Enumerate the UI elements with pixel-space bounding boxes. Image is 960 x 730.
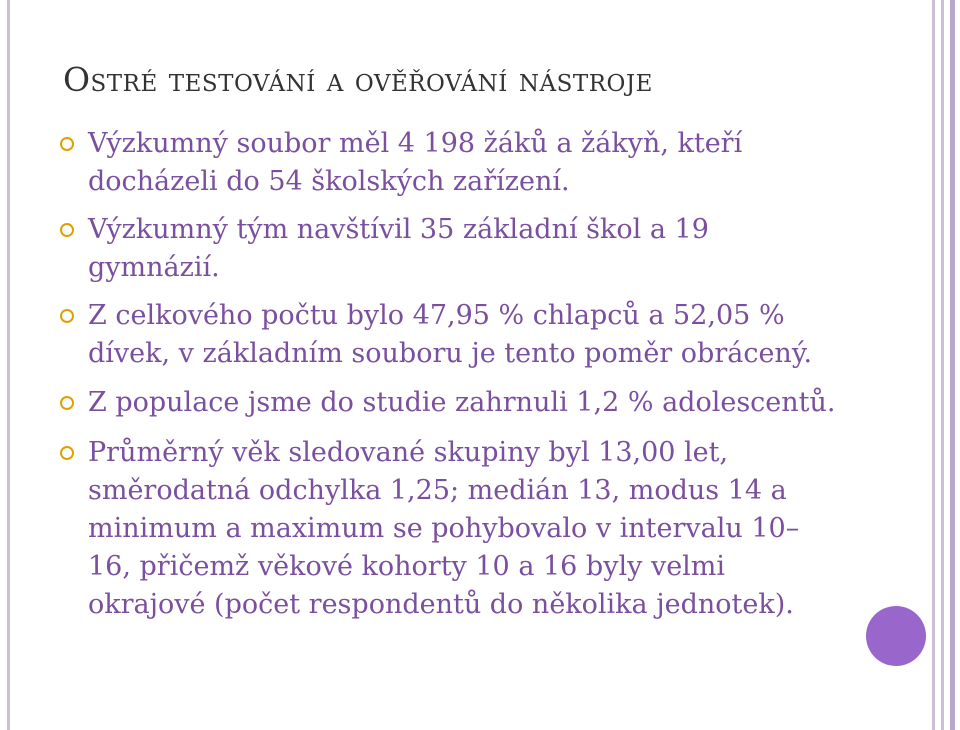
bullet-5-line-1: Průměrný věk sledované skupiny byl 13,00 let, <box>88 437 729 468</box>
bullet-3-line-2: dívek, v základním souboru je tento poměr obrácený. <box>88 338 813 369</box>
bullet-4-line-1: Z populace jsme do studie zahrnuli 1,2 % adolescentů. <box>88 387 836 418</box>
slide-title: Ostré testování a ověřování nástroje <box>63 60 653 99</box>
bullet-1-line-1: Výzkumný soubor měl 4 198 žáků a žákyň, kteří <box>88 128 743 159</box>
bullet-icon <box>60 223 74 237</box>
decorative-circle <box>866 606 926 666</box>
bullet-2-line-2: gymnázií. <box>88 252 220 283</box>
bullet-icon <box>60 396 74 410</box>
bullet-icon <box>60 137 74 151</box>
bullet-5-line-4: 16, přičemž věkové kohorty 10 a 16 byly velmi <box>88 551 726 582</box>
bullet-1-line-2: docházeli do 54 školských zařízení. <box>88 166 570 197</box>
bullet-5-line-2: směrodatná odchylka 1,25; medián 13, modus 14 a <box>88 475 787 506</box>
bullet-5-line-5: okrajové (počet respondentů do několika jednotek). <box>88 589 794 620</box>
bullet-icon <box>60 309 74 323</box>
bullet-3-line-1: Z celkového počtu bylo 47,95 % chlapců a 52,05 % <box>88 300 785 331</box>
bullet-5-line-3: minimum a maximum se pohybovalo v intervalu 10– <box>88 513 800 544</box>
bullet-icon <box>60 446 74 460</box>
bullet-2-line-1: Výzkumný tým navštívil 35 základní škol a 19 <box>88 214 709 245</box>
